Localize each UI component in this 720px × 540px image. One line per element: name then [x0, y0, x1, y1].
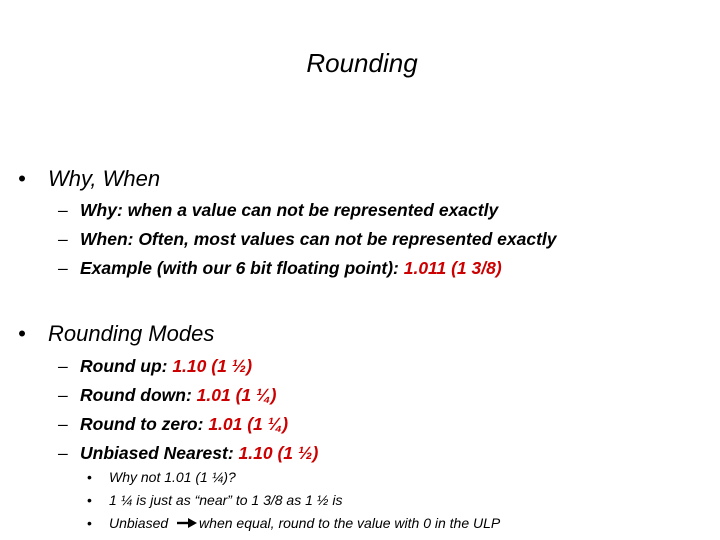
dash-marker: –	[58, 356, 68, 376]
note-equally-near	[87, 491, 342, 509]
mode-round-up	[58, 355, 252, 377]
sub-bullet-label: Why: when a value can not be represented exactly	[80, 200, 499, 220]
sub-bullet-why	[58, 199, 498, 221]
bullet-rounding-modes	[18, 321, 214, 347]
sub-bullet-label: When: Often, most values can not be represented exactly	[80, 229, 557, 249]
dash-marker: –	[58, 385, 68, 405]
example-value: 1.011 (1 3/8)	[403, 258, 502, 278]
small-bullet-dot: •	[87, 492, 92, 508]
small-bullet-dot: •	[87, 469, 92, 485]
slide-title: Rounding	[306, 48, 418, 78]
mode-value: 1.10 (1 ½)	[172, 356, 253, 376]
mode-label: Round to zero:	[80, 414, 209, 434]
bullet-dot: •	[18, 166, 26, 191]
arrow-right-icon	[176, 517, 198, 529]
bullet-why-when	[18, 166, 160, 192]
mode-label: Round up:	[80, 356, 173, 376]
dash-marker: –	[58, 414, 68, 434]
mode-round-down	[58, 384, 276, 406]
note-text-after: when equal, round to the value with 0 in the ULP	[199, 515, 501, 531]
small-bullet-dot: •	[87, 515, 92, 531]
note-why-not	[87, 468, 236, 486]
bullet-dot: •	[18, 321, 26, 346]
note-unbiased	[87, 514, 500, 532]
note-text: 1 ¼ is just as “near” to 1 3/8 as 1 ½ is	[109, 492, 343, 508]
mode-value: 1.10 (1 ½)	[238, 443, 319, 463]
sub-bullet-when	[58, 228, 557, 250]
dash-marker: –	[58, 229, 68, 249]
mode-label: Round down:	[80, 385, 197, 405]
sub-bullet-label: Example (with our 6 bit floating point):	[80, 258, 404, 278]
dash-marker: –	[58, 258, 68, 278]
bullet-heading: Why, When	[48, 166, 161, 191]
dash-marker: –	[58, 443, 68, 463]
mode-unbiased-nearest	[58, 442, 318, 464]
note-text-before: Unbiased	[109, 515, 173, 531]
mode-round-to-zero	[58, 413, 288, 435]
sub-bullet-example	[58, 257, 502, 279]
bullet-heading: Rounding Modes	[48, 321, 215, 346]
dash-marker: –	[58, 200, 68, 220]
mode-label: Unbiased Nearest:	[80, 443, 239, 463]
note-text: Why not 1.01 (1 ¼)?	[109, 469, 236, 485]
mode-value: 1.01 (1 ¼)	[208, 414, 289, 434]
mode-value: 1.01 (1 ¼)	[196, 385, 277, 405]
